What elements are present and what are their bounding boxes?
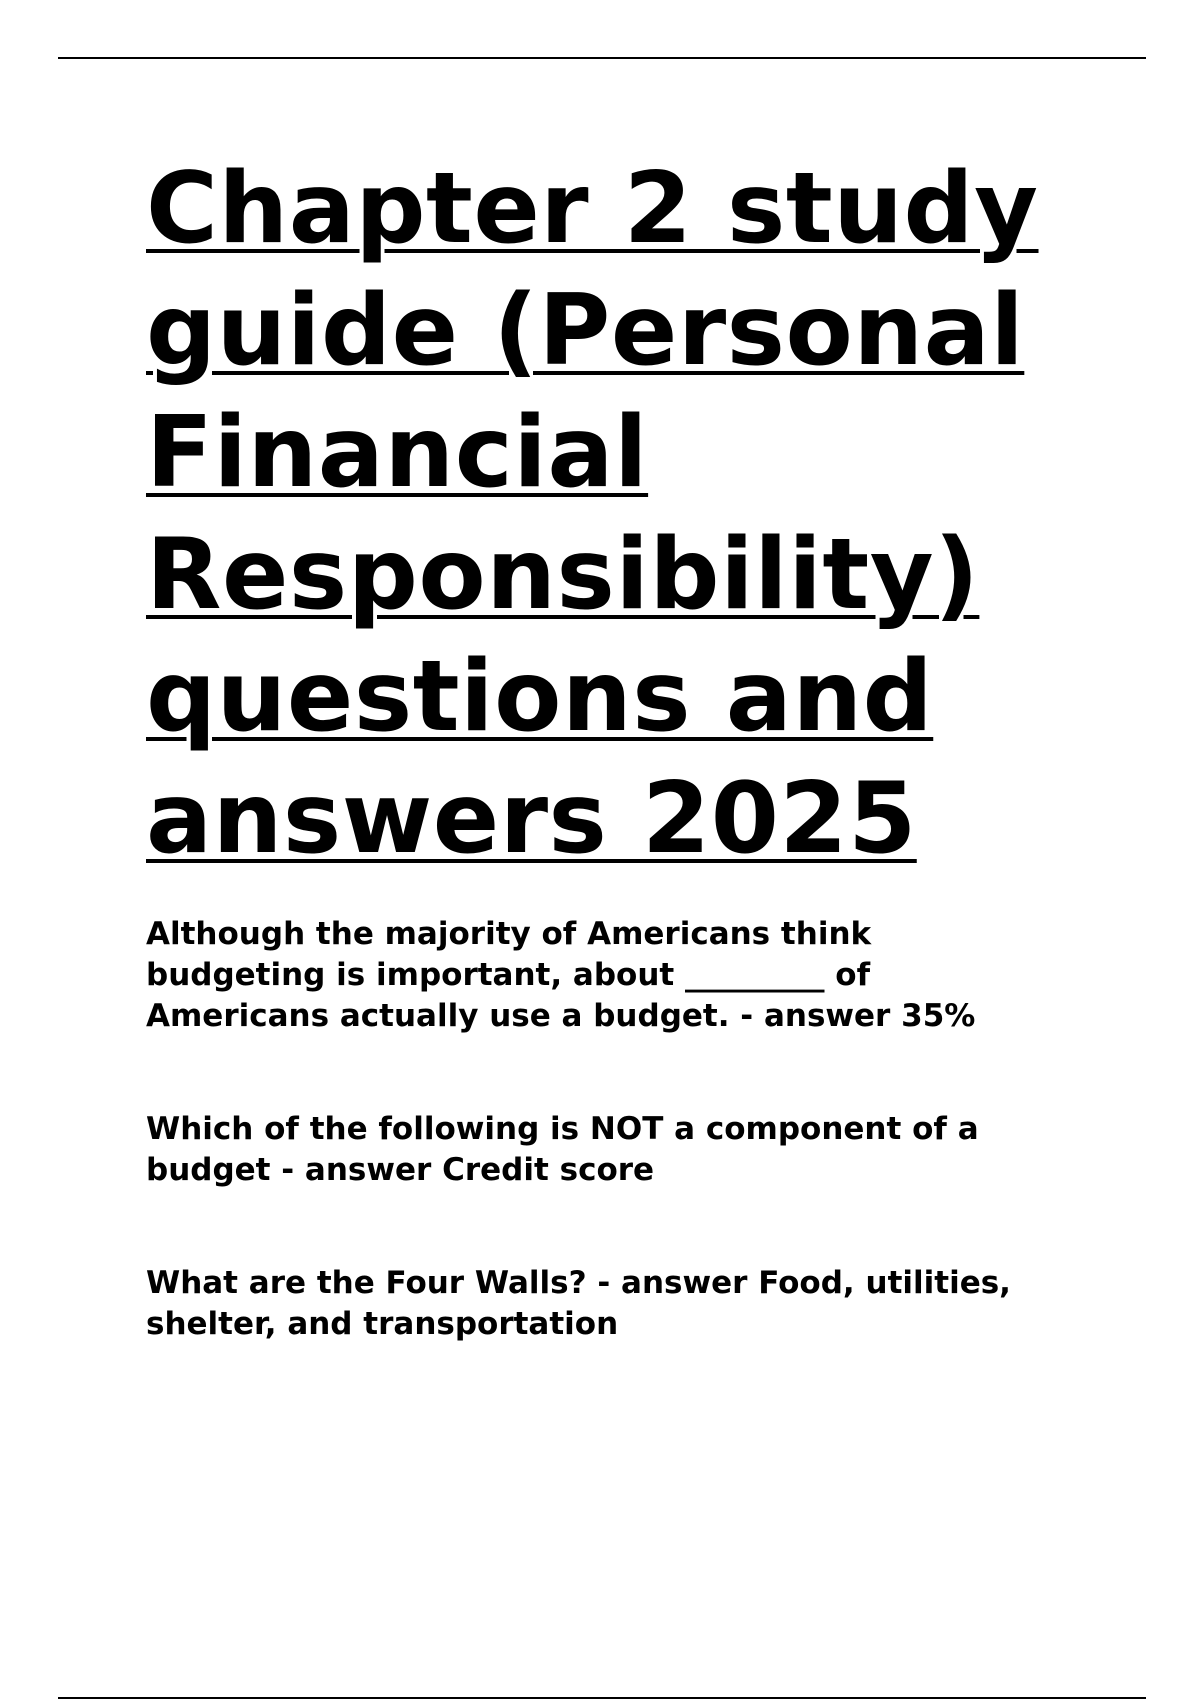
document-body: [146, 148, 1086, 1345]
document-title: Chapter 2 study guide (Personal Financial Responsibility) questions and answers 2025: [146, 152, 1039, 876]
bottom-divider: [58, 1697, 1146, 1699]
qa-item-four-walls: What are the Four Walls? - answer Food, utilities, shelter, and transportation: [146, 1265, 1011, 1342]
qa-item-budget-usage: Although the majority of Americans think budgeting is important, about _________ of Americans actually use a budget. - answer 35%: [146, 916, 976, 1034]
qa-item-budget-component: Which of the following is NOT a component of a budget - answer Credit score: [146, 1111, 979, 1188]
top-divider: [58, 57, 1146, 59]
